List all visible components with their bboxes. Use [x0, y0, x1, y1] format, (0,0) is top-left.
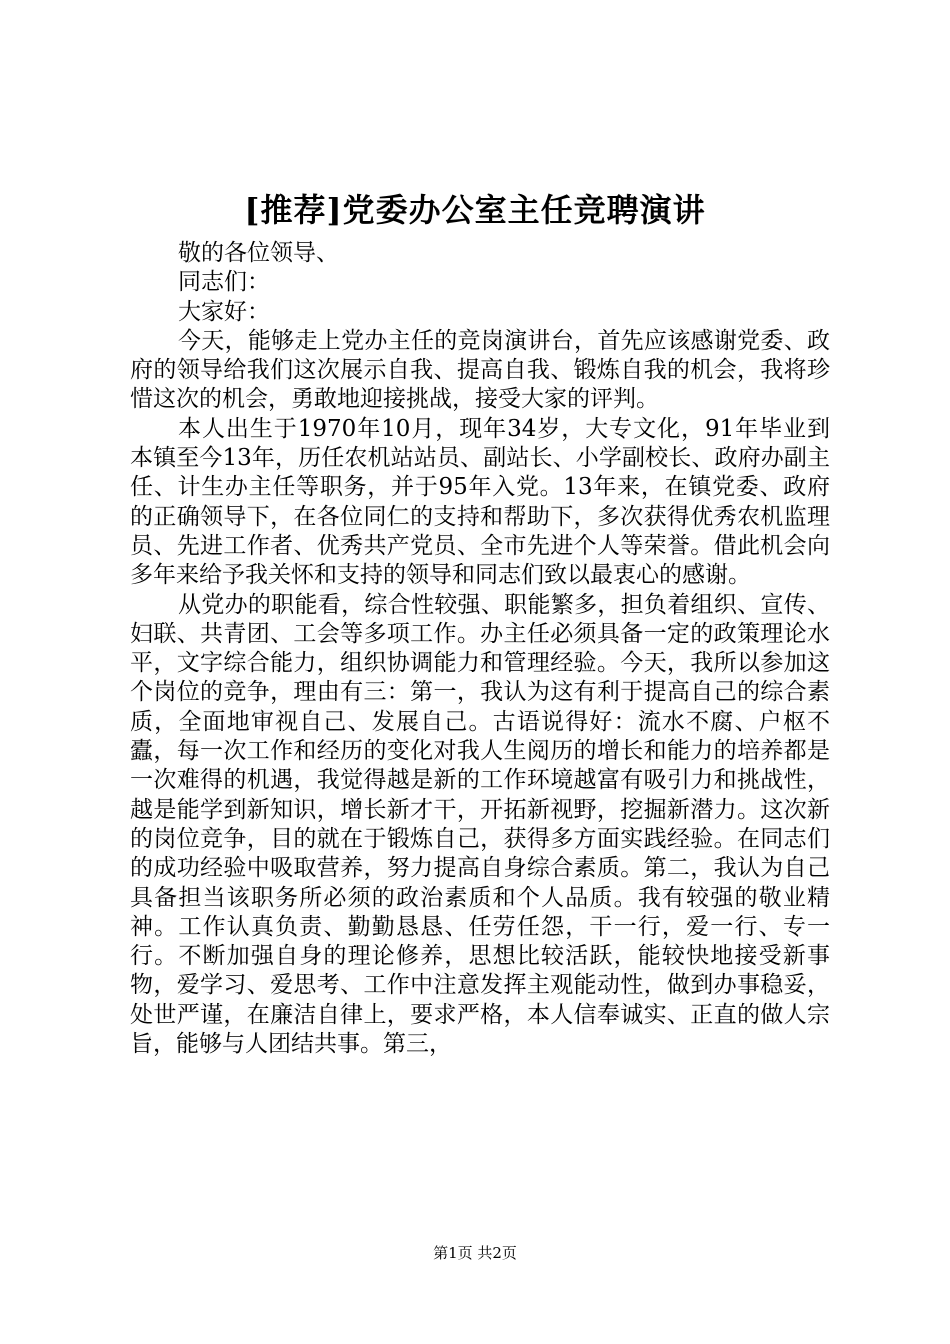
paragraph-intro: 今天，能够走上党办主任的竞岗演讲台，首先应该感谢党委、政府的领导给我们这次展示自我、提高自我、锻炼自我的机会，我将珍惜这次的机会，勇敢地迎接挑战，接受大家的评判。: [130, 327, 830, 413]
document-body: [130, 239, 830, 1059]
page-number-footer: 第1页 共2页: [433, 1244, 517, 1262]
paragraph-background: 本人出生于1970年10月，现年34岁，大专文化，91年毕业到本镇至今13年，历任农机站站员、副站长、小学副校长、政府办副主任、计生办主任等职务，并于95年入党。13年来，在镇党委、政府的正确领导下，在各位同仁的支持和帮助下，多次获得优秀农机监理员、先进工作者、优秀共产党员、全市先进个人等荣誉。借此机会向多年来给予我关怀和支持的领导和同志们致以最衷心的感谢。: [130, 415, 830, 589]
salutation-line-2: 同志们：: [178, 269, 270, 296]
greeting-line: 大家好：: [178, 298, 270, 325]
paragraph-reasons: 从党办的职能看，综合性较强、职能繁多，担负着组织、宣传、妇联、共青团、工会等多项工作。办主任必须具备一定的政策理论水平，文字综合能力，组织协调能力和管理经验。今天，我所以参加这个岗位的竞争，理由有三：第一，我认为这有利于提高自己的综合素质，全面地审视自己、发展自己。古语说得好：流水不腐、户枢不蠹，每一次工作和经历的变化对我人生阅历的增长和能力的培养都是一次难得的机遇，我觉得越是新的工作环境越富有吸引力和挑战性，越是能学到新知识，增长新才干，开拓新视野，挖掘新潜力。这次新的岗位竞争，目的就在于锻炼自己，获得多方面实践经验。在同志们的成功经验中吸取营养，努力提高自身综合素质。第二，我认为自己具备担当该职务所必须的政治素质和个人品质。我有较强的敬业精神。工作认真负责、勤勤恳恳、任劳任怨，干一行，爱一行、专一行。不断加强自身的理论修养，思想比较活跃，能较快地接受新事物，爱学习、爱思考、工作中注意发挥主观能动性，做到办事稳妥，处世严谨，在廉洁自律上，要求严格，本人信奉诚实、正直的做人宗旨，能够与人团结共事。第三，: [130, 591, 830, 1058]
document-title: [推荐]党委办公室主任竞聘演讲: [244, 191, 706, 229]
salutation-line-1: 敬的各位领导、: [178, 240, 339, 266]
